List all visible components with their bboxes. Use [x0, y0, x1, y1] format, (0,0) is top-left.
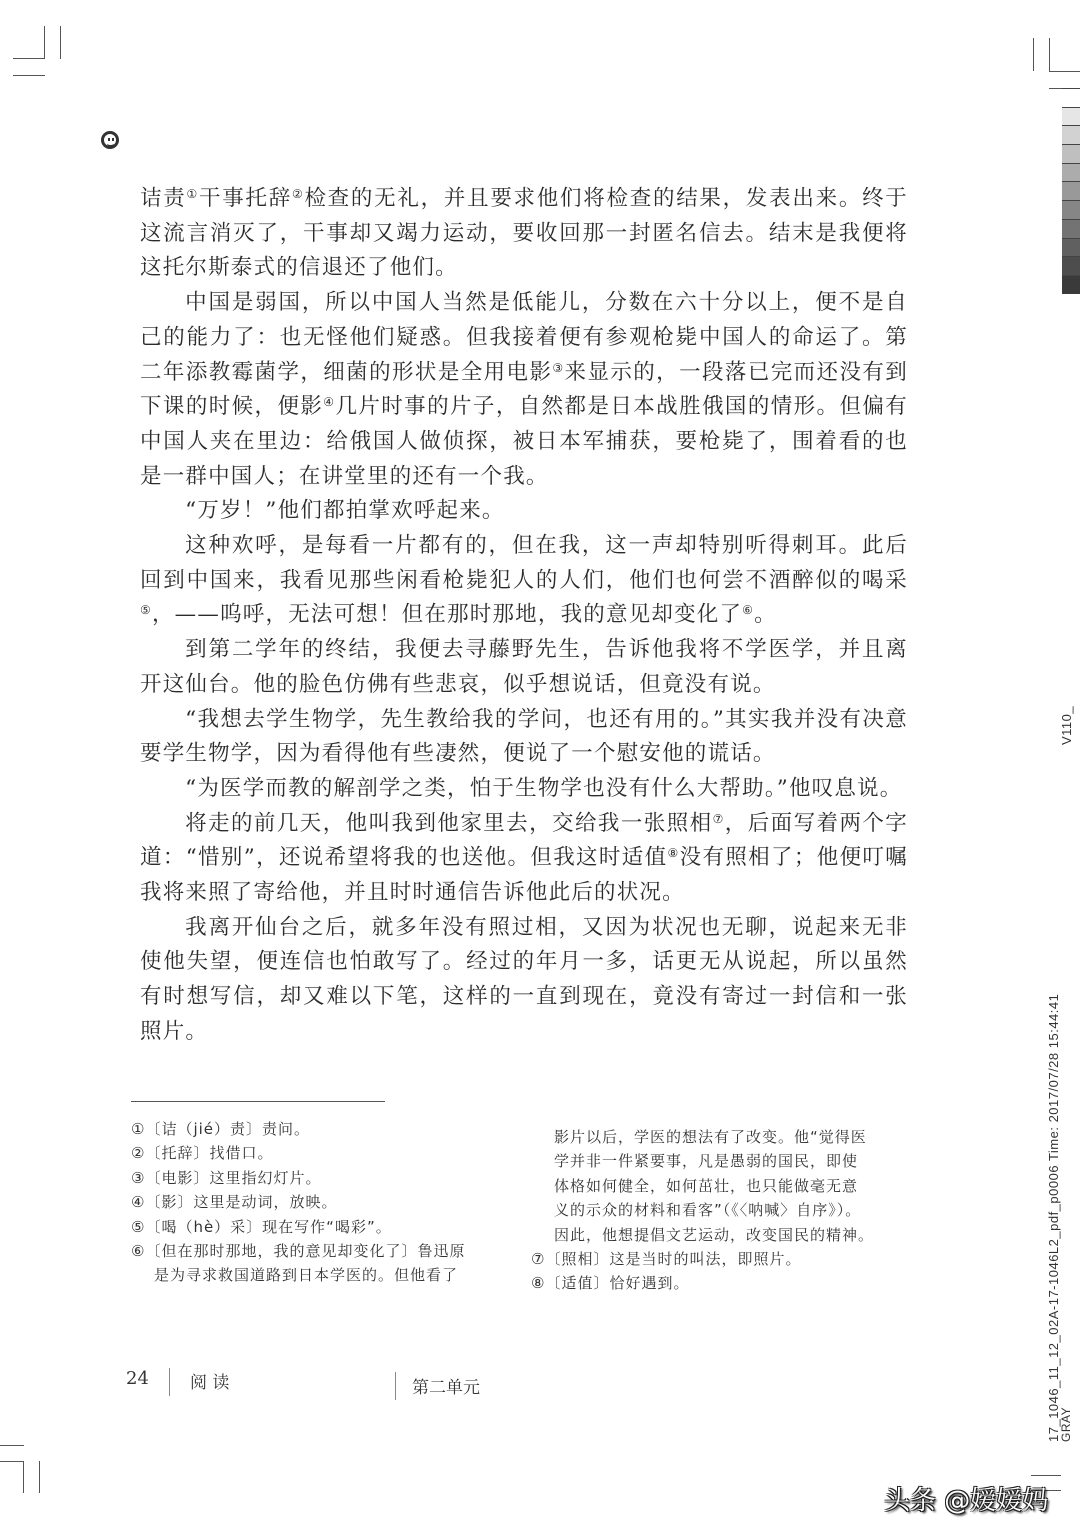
crop-mark: [13, 58, 45, 59]
crop-mark: [13, 75, 45, 76]
footnote-ref: ④: [323, 395, 336, 410]
text-segment: ，——呜呼，无法可想！但在那时那地，我的意见却变化了: [151, 602, 743, 628]
gray-swatch: [1062, 163, 1080, 182]
text-segment: 检查的无礼，并且要求他们将检查的结果，发表出来。终于这流言消灭了，干事却又竭力运动，要收回那一封匿名信去。结末是我便将这托尔斯泰式的信退还了他们。: [140, 186, 909, 281]
footnote-ref: ⑤: [140, 603, 152, 618]
crop-mark: [1049, 71, 1080, 72]
footer-divider: [169, 1368, 170, 1396]
body-text: [140, 182, 908, 1050]
footnotes-right: [531, 1125, 874, 1296]
footnote-line: 学并非一件紧要事，凡是愚弱的国民，即使: [554, 1152, 859, 1171]
gray-swatch: [1062, 275, 1080, 294]
paragraph: [140, 529, 908, 633]
text-segment: 我离开仙台之后，就多年没有照过相，又因为状况也无聊，说起来无非使他失望，便连信也怕敢写了。经过的年月一多，话更无从说起，所以虽然有时想写信，却又难以下笔，这样的一直到现在，竟没有寄过一封信和一张照片。: [140, 914, 908, 1044]
text-segment: 将走的前几天，他叫我到他家里去，交给我一张照相: [185, 810, 713, 836]
footnotes-left: [131, 1117, 465, 1288]
footnote-line: ③〔电影〕这里指幻灯片。: [131, 1168, 322, 1187]
gray-swatch: [1062, 256, 1080, 275]
paragraph: [140, 807, 908, 911]
crop-mark: [1049, 88, 1062, 89]
footnote-line: 影片以后，学医的想法有了改变。他“觉得医: [554, 1128, 867, 1146]
footnote-line: ④〔影〕这里是动词，放映。: [131, 1193, 338, 1212]
footnote-line: ⑥〔但在那时那地，我的意见却变化了〕鲁迅原: [131, 1242, 466, 1261]
gray-swatch: [1062, 238, 1080, 257]
gray-label: GRAY: [1059, 1406, 1073, 1442]
text-segment: 这种欢呼，是每看一片都有的，但在我，这一声却特别听得刺耳。此后回到中国来，我看见那些闲看枪毙犯人的人们，他们也何尝不酒醉似的喝采: [140, 533, 908, 593]
smiley-icon: [101, 131, 119, 149]
paragraph: [140, 772, 908, 807]
footnote-line: ⑤〔喝（hè）采〕现在写作“喝彩”。: [131, 1217, 392, 1236]
footnote-divider: [131, 1101, 385, 1102]
text-segment: 干事托辞: [198, 186, 292, 211]
crop-mark: [60, 26, 61, 59]
gray-swatch: [1062, 219, 1080, 238]
footnote-line: ⑦〔照相〕这是当时的叫法，即照片。: [531, 1250, 802, 1269]
crop-mark: [39, 1461, 40, 1493]
text-segment: “万岁！”他们都拍掌欢呼起来。: [185, 498, 505, 524]
unit-label: 第二单元: [412, 1378, 480, 1398]
gray-swatch: [1062, 181, 1080, 200]
paragraph: [140, 286, 908, 494]
text-segment: 诘责: [140, 186, 187, 211]
footnote-line: ①〔诘（jié）责〕责问。: [131, 1120, 311, 1138]
text-segment: 来显示的，一段落已完而还没有到下课的时候，便影: [140, 359, 908, 420]
footnote-line: 体格如何健全，如何茁壮，也只能做毫无意: [554, 1176, 859, 1195]
text-segment: 几片时事的片子，自然都是日本战胜俄国的情形。但偏有中国人夹在里边：给俄国人做侦探，被日本军捕获，要枪毙了，围着看的也是一群中国人；在讲堂里的还有一个我。: [140, 394, 908, 489]
crop-mark: [44, 26, 45, 59]
footnote-ref: ⑦: [712, 811, 725, 826]
gray-swatch: [1062, 107, 1080, 126]
paragraph: [140, 911, 908, 1050]
footnote-ref: ⑥: [742, 603, 755, 618]
watermark: 头条 @嫒嫒妈: [884, 1486, 1049, 1516]
footer-divider: [395, 1372, 396, 1400]
text-segment: 中国是弱国，所以中国人当然是低能儿，分数在六十分以上，便不是自己的能力了：也无怪他们疑惑。但我接着便有参观枪毙中国人的命运了。第二年添教霉菌学，细菌的形状是全用电影: [140, 290, 908, 385]
footnote-line: 义的示众的材料和看客”（《〈呐喊〉自序》）。: [554, 1201, 862, 1220]
crop-mark: [0, 1445, 24, 1446]
crop-mark: [23, 1461, 24, 1493]
paragraph: [140, 494, 908, 529]
text-segment: ，后面写着两个字道：“惜别”，还说希望将我的也送他。但我这时适值: [140, 810, 909, 871]
crop-mark: [0, 1461, 24, 1462]
text-segment: 到第二学年的终结，我便去寻藤野先生，告诉他我将不学医学，并且离开这仙台。他的脸色仿佛有些悲哀，似乎想说话，但竟没有说。: [140, 637, 908, 697]
gray-swatch: [1062, 200, 1080, 219]
section-label: 阅 读: [190, 1373, 230, 1393]
footnote-line: 因此，他想提倡文艺运动，改变国民的精神。: [554, 1225, 875, 1244]
paragraph: [140, 703, 908, 772]
footnote-line: ⑧〔适值〕恰好遇到。: [531, 1274, 690, 1293]
gray-swatch: [1062, 125, 1080, 144]
crop-mark: [1031, 1475, 1061, 1476]
text-segment: “我想去学生物学，先生教给我的学问，也还有用的。”其实我并没有决意要学生物学，因为看得他有些凄然，便说了一个慰安他的谎话。: [140, 706, 908, 767]
footnote-ref: ⑧: [667, 846, 680, 861]
paragraph: [140, 633, 908, 702]
gray-swatch: [1062, 144, 1080, 163]
footnote-line: 是为寻求救国道路到日本学医的。但他看了: [154, 1266, 459, 1285]
footnote-ref: ①: [186, 187, 199, 201]
text-segment: 。: [754, 602, 777, 628]
footnote-ref: ②: [291, 187, 305, 201]
footnote-line: ②〔托辞〕找借口。: [131, 1144, 274, 1163]
print-code-short: V110_: [1059, 705, 1074, 745]
crop-mark: [1049, 38, 1050, 71]
page-number: 24: [126, 1368, 149, 1389]
crop-mark: [1033, 38, 1034, 71]
paragraph: [140, 182, 908, 286]
gray-scale-bar: [1062, 88, 1080, 294]
text-segment: “为医学而教的解剖学之类，怕于生物学也没有什么大帮助。”他叹息说。: [185, 775, 903, 801]
print-info: 17_1046_11_12_02A-17-1046L2_pdf_p0006 Time: 2017/07/28 15:44:41: [1046, 993, 1061, 1442]
footnote-ref: ③: [552, 360, 565, 375]
text-segment: 没有照相了；他便叮嘱我将来照了寄给他，并且时时通信告诉他此后的状况。: [140, 845, 908, 906]
gray-swatch: [1062, 88, 1080, 107]
